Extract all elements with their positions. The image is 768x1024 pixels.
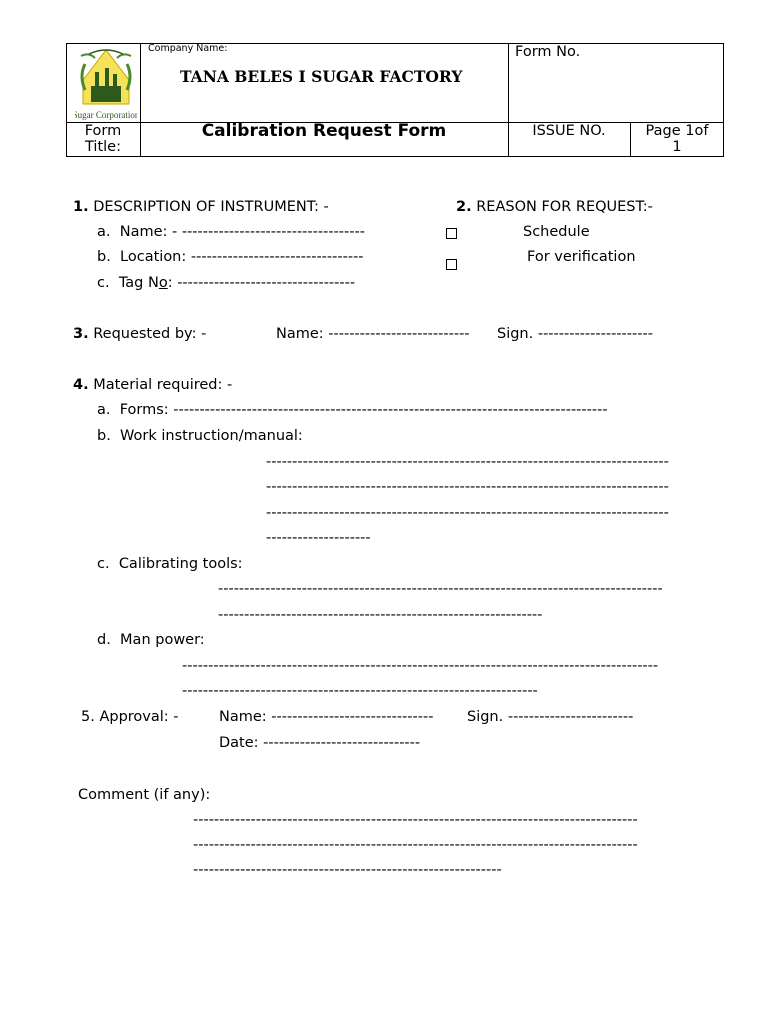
instrument-location-field[interactable]: b. Location: --------------------------------- <box>97 249 364 265</box>
form-title-label: Form Title: <box>84 123 122 155</box>
requester-sign-field[interactable]: Sign. ---------------------- <box>497 326 653 342</box>
work-instruction-line[interactable]: ----------------------------------------------------------------------------- <box>266 479 669 495</box>
section-1-heading: 1. DESCRIPTION OF INSTRUMENT: - <box>73 199 329 215</box>
company-name-label: Company Name: <box>148 43 228 54</box>
section-4-heading: 4. Material required: - <box>73 377 233 393</box>
instrument-tag-field[interactable]: c. Tag No: ---------------------------------- <box>97 275 356 291</box>
divider <box>508 43 509 157</box>
verification-checkbox[interactable] <box>446 259 457 270</box>
company-name: TANA BELES I SUGAR FACTORY <box>180 67 463 86</box>
comment-label: Comment (if any): <box>78 787 211 803</box>
form-title: Calibration Request Form <box>201 121 447 141</box>
work-instruction-line[interactable]: -------------------- <box>266 530 371 546</box>
comment-line[interactable]: ------------------------------------------------------------------------------------- <box>193 812 638 828</box>
page-number: Page 1of 1 <box>645 123 709 155</box>
calibrating-tools-line[interactable]: ------------------------------------------------------------------------------------- <box>218 581 663 597</box>
section-3-heading: 3. Requested by: - <box>73 326 207 342</box>
forms-field[interactable]: a. Forms: ----------------------------------------------------------------------------------- <box>97 402 608 418</box>
man-power-label: d. Man power: <box>97 632 205 648</box>
work-instruction-line[interactable]: ----------------------------------------------------------------------------- <box>266 454 669 470</box>
verification-label: For verification <box>527 249 636 265</box>
requester-name-field[interactable]: Name: --------------------------- <box>276 326 470 342</box>
work-instruction-label: b. Work instruction/manual: <box>97 428 303 444</box>
work-instruction-line[interactable]: ----------------------------------------------------------------------------- <box>266 505 669 521</box>
form-number-label: Form No. <box>515 44 581 60</box>
approver-sign-field[interactable]: Sign. ------------------------ <box>467 709 634 725</box>
comment-line[interactable]: ------------------------------------------------------------------------------------- <box>193 837 638 853</box>
section-2-heading: 2. REASON FOR REQUEST:- <box>456 199 653 215</box>
man-power-line[interactable]: -------------------------------------------------------------------- <box>182 683 538 699</box>
svg-text:Sugar Corporation: Sugar Corporation <box>75 110 137 120</box>
schedule-checkbox[interactable] <box>446 228 457 239</box>
company-logo <box>75 46 137 122</box>
man-power-line[interactable]: ------------------------------------------------------------------------------------------- <box>182 658 659 674</box>
section-5-heading: 5. Approval: - <box>81 709 179 725</box>
approver-name-field[interactable]: Name: ------------------------------- <box>219 709 434 725</box>
instrument-name-field[interactable]: a. Name: - ----------------------------------- <box>97 224 365 240</box>
comment-line[interactable]: ----------------------------------------------------------- <box>193 862 502 878</box>
calibrating-tools-line[interactable]: -------------------------------------------------------------- <box>218 607 543 623</box>
issue-number-label: ISSUE NO. <box>532 123 606 139</box>
approval-date-field[interactable]: Date: ------------------------------ <box>219 735 421 751</box>
schedule-label: Schedule <box>523 224 590 240</box>
calibrating-tools-label: c. Calibrating tools: <box>97 556 243 572</box>
